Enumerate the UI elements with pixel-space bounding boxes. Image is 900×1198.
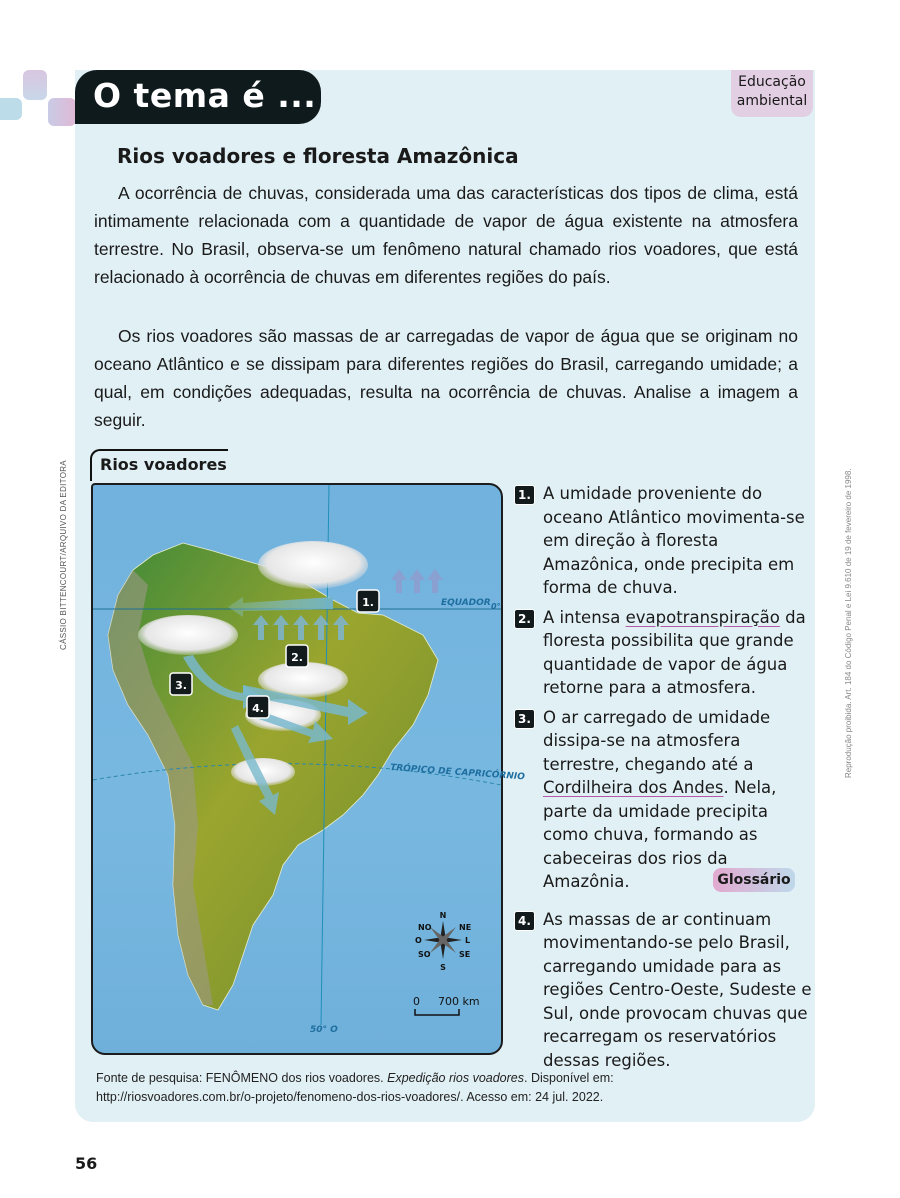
legend-item bbox=[514, 706, 814, 894]
svg-text:L: L bbox=[465, 936, 471, 945]
svg-text:SO: SO bbox=[418, 950, 431, 959]
badge-line: Educação bbox=[738, 74, 806, 90]
equator-label: EQUADOR bbox=[441, 598, 491, 608]
marker-4 bbox=[247, 696, 269, 718]
map bbox=[91, 483, 526, 1055]
svg-text:0: 0 bbox=[413, 995, 420, 1008]
legend-item bbox=[514, 606, 814, 700]
svg-text:4.: 4. bbox=[252, 702, 264, 715]
compass-rose bbox=[415, 911, 471, 972]
svg-text:N: N bbox=[439, 911, 447, 920]
ocean-up-arrows bbox=[391, 569, 443, 593]
map-legend bbox=[514, 482, 814, 1078]
cloud bbox=[138, 615, 238, 655]
source-prefix: Fonte de pesquisa: FENÔMENO dos rios voadores. bbox=[96, 1071, 388, 1085]
map-title: Rios voadores bbox=[100, 455, 227, 474]
glossary-button[interactable]: Glossário bbox=[713, 868, 795, 892]
section-title-tab bbox=[75, 70, 321, 124]
legend-number: 4. bbox=[514, 911, 535, 931]
legend-number: 1. bbox=[514, 485, 535, 505]
svg-text:NE: NE bbox=[459, 923, 472, 932]
legend-text: . Nela, parte da umidade precipita como chuva, formando as cabeceiras dos rios da Amazônia. bbox=[543, 778, 777, 891]
scale-bar bbox=[413, 995, 480, 1015]
source-title: Expedição rios voadores bbox=[387, 1071, 524, 1085]
equator-degree: 0° bbox=[491, 602, 501, 611]
svg-text:SE: SE bbox=[459, 950, 471, 959]
decorative-square bbox=[0, 98, 22, 120]
legend-text: O ar carregado de umidade dissipa-se na atmosfera terrestre, chegando até a bbox=[543, 707, 771, 774]
decorative-square bbox=[23, 70, 47, 100]
image-credit: CÁSSIO BITTENCOURT/ARQUIVO DA EDITORA bbox=[59, 460, 68, 650]
legend-text: As massas de ar continuam movimentando-se pelo Brasil, carregando umidade para as regiões Centro-Oeste, Sudeste e Sul, onde provocam chuvas que recarregam os reservatórios dessas regiões. bbox=[543, 909, 812, 1070]
svg-text:700 km: 700 km bbox=[438, 995, 480, 1008]
marker-3 bbox=[170, 673, 192, 695]
marker-2 bbox=[286, 645, 308, 667]
legend-item bbox=[514, 908, 814, 1073]
source-url: http://riosvoadores.com.br/o-projeto/fenomeno-dos-rios-voadores/. Acesso em: 24 jul. 2022. bbox=[96, 1090, 604, 1104]
svg-text:1.: 1. bbox=[362, 596, 374, 609]
legend-text: A intensa bbox=[543, 607, 626, 627]
map-title-tab bbox=[90, 449, 228, 481]
source-citation bbox=[96, 1069, 796, 1107]
badge-line: ambiental bbox=[736, 93, 808, 109]
legend-text: A umidade proveniente do oceano Atlântico movimenta-se em direção à floresta Amazônica, onde precipita em forma de chuva. bbox=[543, 484, 805, 597]
source-suffix: . Disponível em: bbox=[524, 1071, 614, 1085]
svg-text:2.: 2. bbox=[291, 651, 303, 664]
map-svg bbox=[93, 485, 526, 1053]
svg-text:NO: NO bbox=[418, 923, 432, 932]
meridian-label: 50° O bbox=[310, 1025, 338, 1035]
glossary-term-link[interactable]: evapotranspiração bbox=[625, 607, 780, 627]
svg-text:O: O bbox=[415, 936, 422, 945]
legend-number: 2. bbox=[514, 609, 535, 629]
legend-text: da floresta possibilita que grande quantidade de vapor de água retorne para a atmosfera. bbox=[543, 607, 806, 697]
paragraph: A ocorrência de chuvas, considerada uma das características dos tipos de clima, está intimamente relacionada com a quantidade de vapor de água existente na atmosfera terrestre. No Brasil, observa-se um fenômeno natural chamado rios voadores, que está relacionado à ocorrência de chuvas em diferentes regiões do país. bbox=[94, 183, 798, 287]
glossary-term-link[interactable]: Cordilheira dos Andes bbox=[543, 778, 724, 797]
paragraph: Os rios voadores são massas de ar carregadas de vapor de água que se originam no oceano Atlântico e se dissipam para diferentes regiões do Brasil, carregando umidade; a qual, em condições adequadas, resulta na ocorrência de chuvas. Analise a imagem a seguir. bbox=[94, 326, 798, 430]
article-subtitle: Rios voadores e floresta Amazônica bbox=[117, 144, 519, 168]
tropic-label: TRÓPICO DE CAPRICÓRNIO bbox=[389, 763, 526, 783]
section-title: O tema é ... bbox=[93, 76, 317, 115]
legend-number: 3. bbox=[514, 709, 535, 729]
marker-1 bbox=[357, 590, 379, 612]
svg-text:3.: 3. bbox=[175, 679, 187, 692]
page-number: 56 bbox=[75, 1154, 98, 1173]
svg-text:S: S bbox=[440, 963, 446, 972]
cloud bbox=[258, 541, 368, 589]
copyright-notice: Reprodução proibida. Art. 184 do Código Penal e Lei 9.610 de 19 de fevereiro de 1998. bbox=[844, 468, 853, 778]
decorative-square bbox=[48, 98, 76, 126]
legend-item bbox=[514, 482, 814, 600]
topic-badge bbox=[731, 70, 813, 117]
